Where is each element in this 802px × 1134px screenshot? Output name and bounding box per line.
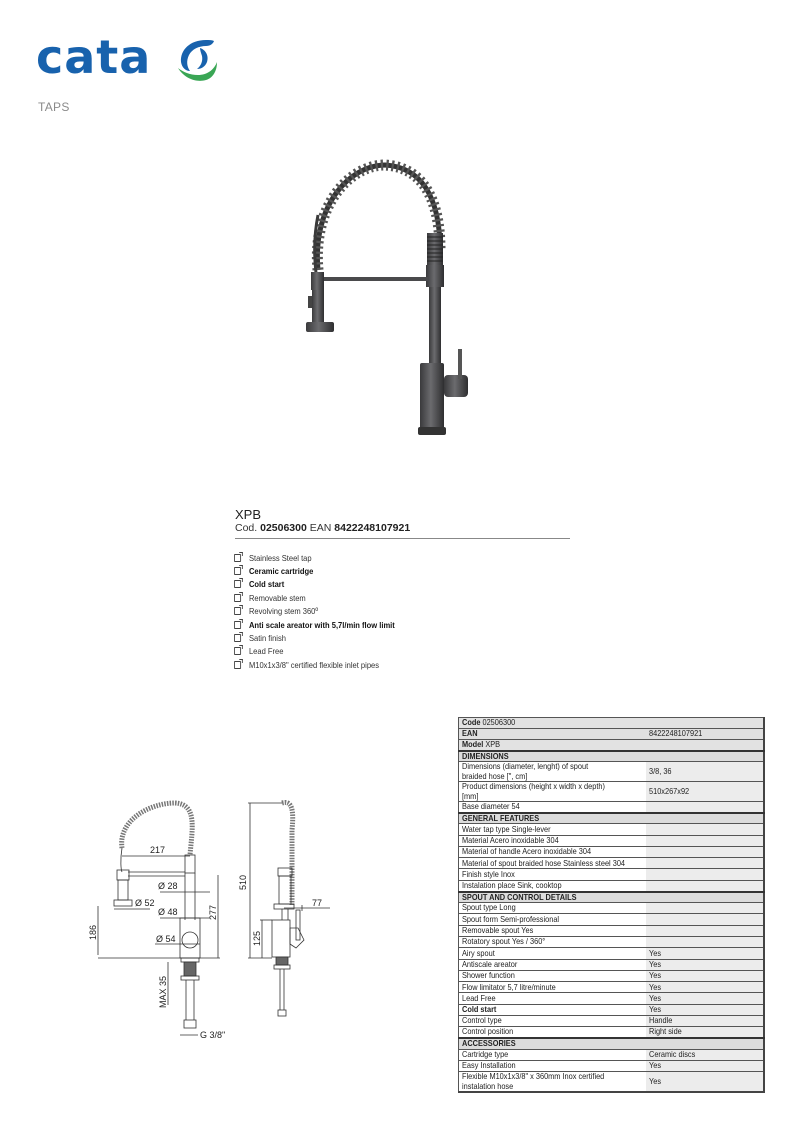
dim-handle-height: 125 [252,930,262,946]
dim-height-to-spout: 277 [208,904,218,920]
spec-row: Finish style Inox [459,869,765,880]
feature-item: Cold start [234,578,395,591]
spec-row: Water tap type Single-lever [459,824,765,835]
spec-row: Product dimensions (height x width x depth) [mm] 510x267x92 [459,782,765,802]
dim-total-height: 510 [238,874,248,890]
technical-drawing [85,795,345,1045]
spec-row: Material Acero inoxidable 304 [459,835,765,846]
spec-section-spout-control: SPOUT AND CONTROL DETAILS [459,892,765,903]
dim-head-diameter: Ø 52 [135,898,155,908]
product-model: XPB [235,507,262,522]
product-codes [235,522,570,535]
dim-head-height: 186 [88,924,98,940]
spec-row: Spout form Semi-professional [459,914,765,925]
spec-row: Instalation place Sink, cooktop [459,880,765,891]
checkbox-icon [234,621,241,629]
brand-swirl-icon [176,38,218,84]
spec-row-ean: EAN 8422248107921 [459,729,765,740]
product-ean: 8422248107921 [334,522,411,534]
spec-row: Airy spout Yes [459,948,765,959]
feature-item: Revolving stem 360º [234,605,395,618]
dim-handle-offset: 77 [312,898,323,908]
spec-row: Easy Installation Yes [459,1060,765,1071]
checkbox-icon [234,647,241,655]
dim-max-worktop: MAX 35 [158,975,168,1008]
product-category: TAPS [38,100,70,114]
dim-body-diameter: Ø 48 [158,907,178,917]
brand-logo [36,30,220,86]
checkbox-icon [234,607,241,615]
code-label: Cod. [235,522,258,534]
dim-hose-diameter: Ø 28 [158,881,178,891]
feature-item: Ceramic cartridge [234,564,395,577]
spec-row: Base diameter 54 [459,802,765,813]
checkbox-icon [234,594,241,602]
dim-thread: G 3/8" [200,1030,226,1040]
spec-row: Cartridge type Ceramic discs [459,1049,765,1060]
feature-item: Satin finish [234,631,395,644]
ean-label: EAN [309,522,332,534]
checkbox-icon [234,567,241,575]
spec-row: Antiscale areator Yes [459,959,765,970]
dim-spout-reach: 217 [150,845,166,855]
checkbox-icon [234,634,241,642]
spec-row: Cold start Yes [459,1004,765,1015]
spec-row: Shower function Yes [459,970,765,981]
feature-item: Lead Free [234,645,395,658]
feature-item: Stainless Steel tap [234,551,395,564]
spec-row: Material of handle Acero inoxidable 304 [459,846,765,857]
checkbox-icon [234,661,241,669]
spec-section-general-features: GENERAL FEATURES [459,813,765,824]
feature-item: Anti scale areator with 5,7l/min flow limit [234,618,395,631]
spec-row: Flow limitator 5,7 litre/minute Yes [459,982,765,993]
spec-row: Control position Right side [459,1027,765,1038]
feature-item: M10x1x3/8" certified flexible inlet pipes [234,658,395,671]
dim-base-diameter: Ø 54 [156,934,176,944]
spec-row-code: Code 02506300 [459,718,765,729]
spec-row: Flexible M10x1x3/8" x 360mm Inox certified instalation hose Yes [459,1072,765,1093]
spec-row: Dimensions (diameter, lenght) of spout braided hose [", cm] 3/8, 36 [459,762,765,782]
feature-item: Removable stem [234,591,395,604]
spec-row: Control type Handle [459,1016,765,1027]
checkbox-icon [234,554,241,562]
spec-row: Removable spout Yes [459,925,765,936]
spec-row: Material of spout braided hose Stainless steel 304 [459,858,765,869]
spec-table [458,717,765,1093]
brand-wordmark: cata [36,30,152,84]
spec-row: Spout type Long [459,903,765,914]
spec-row: Lead Free Yes [459,993,765,1004]
product-code: 02506300 [260,522,307,534]
product-header [235,508,570,539]
spec-section-dimensions: DIMENSIONS [459,751,765,762]
spec-row-model: Model XPB [459,740,765,751]
checkbox-icon [234,580,241,588]
feature-list [234,551,417,672]
faucet-photo [290,145,470,445]
spec-row: Rotatory spout Yes / 360° [459,936,765,947]
spec-section-accessories: ACCESSORIES [459,1038,765,1049]
